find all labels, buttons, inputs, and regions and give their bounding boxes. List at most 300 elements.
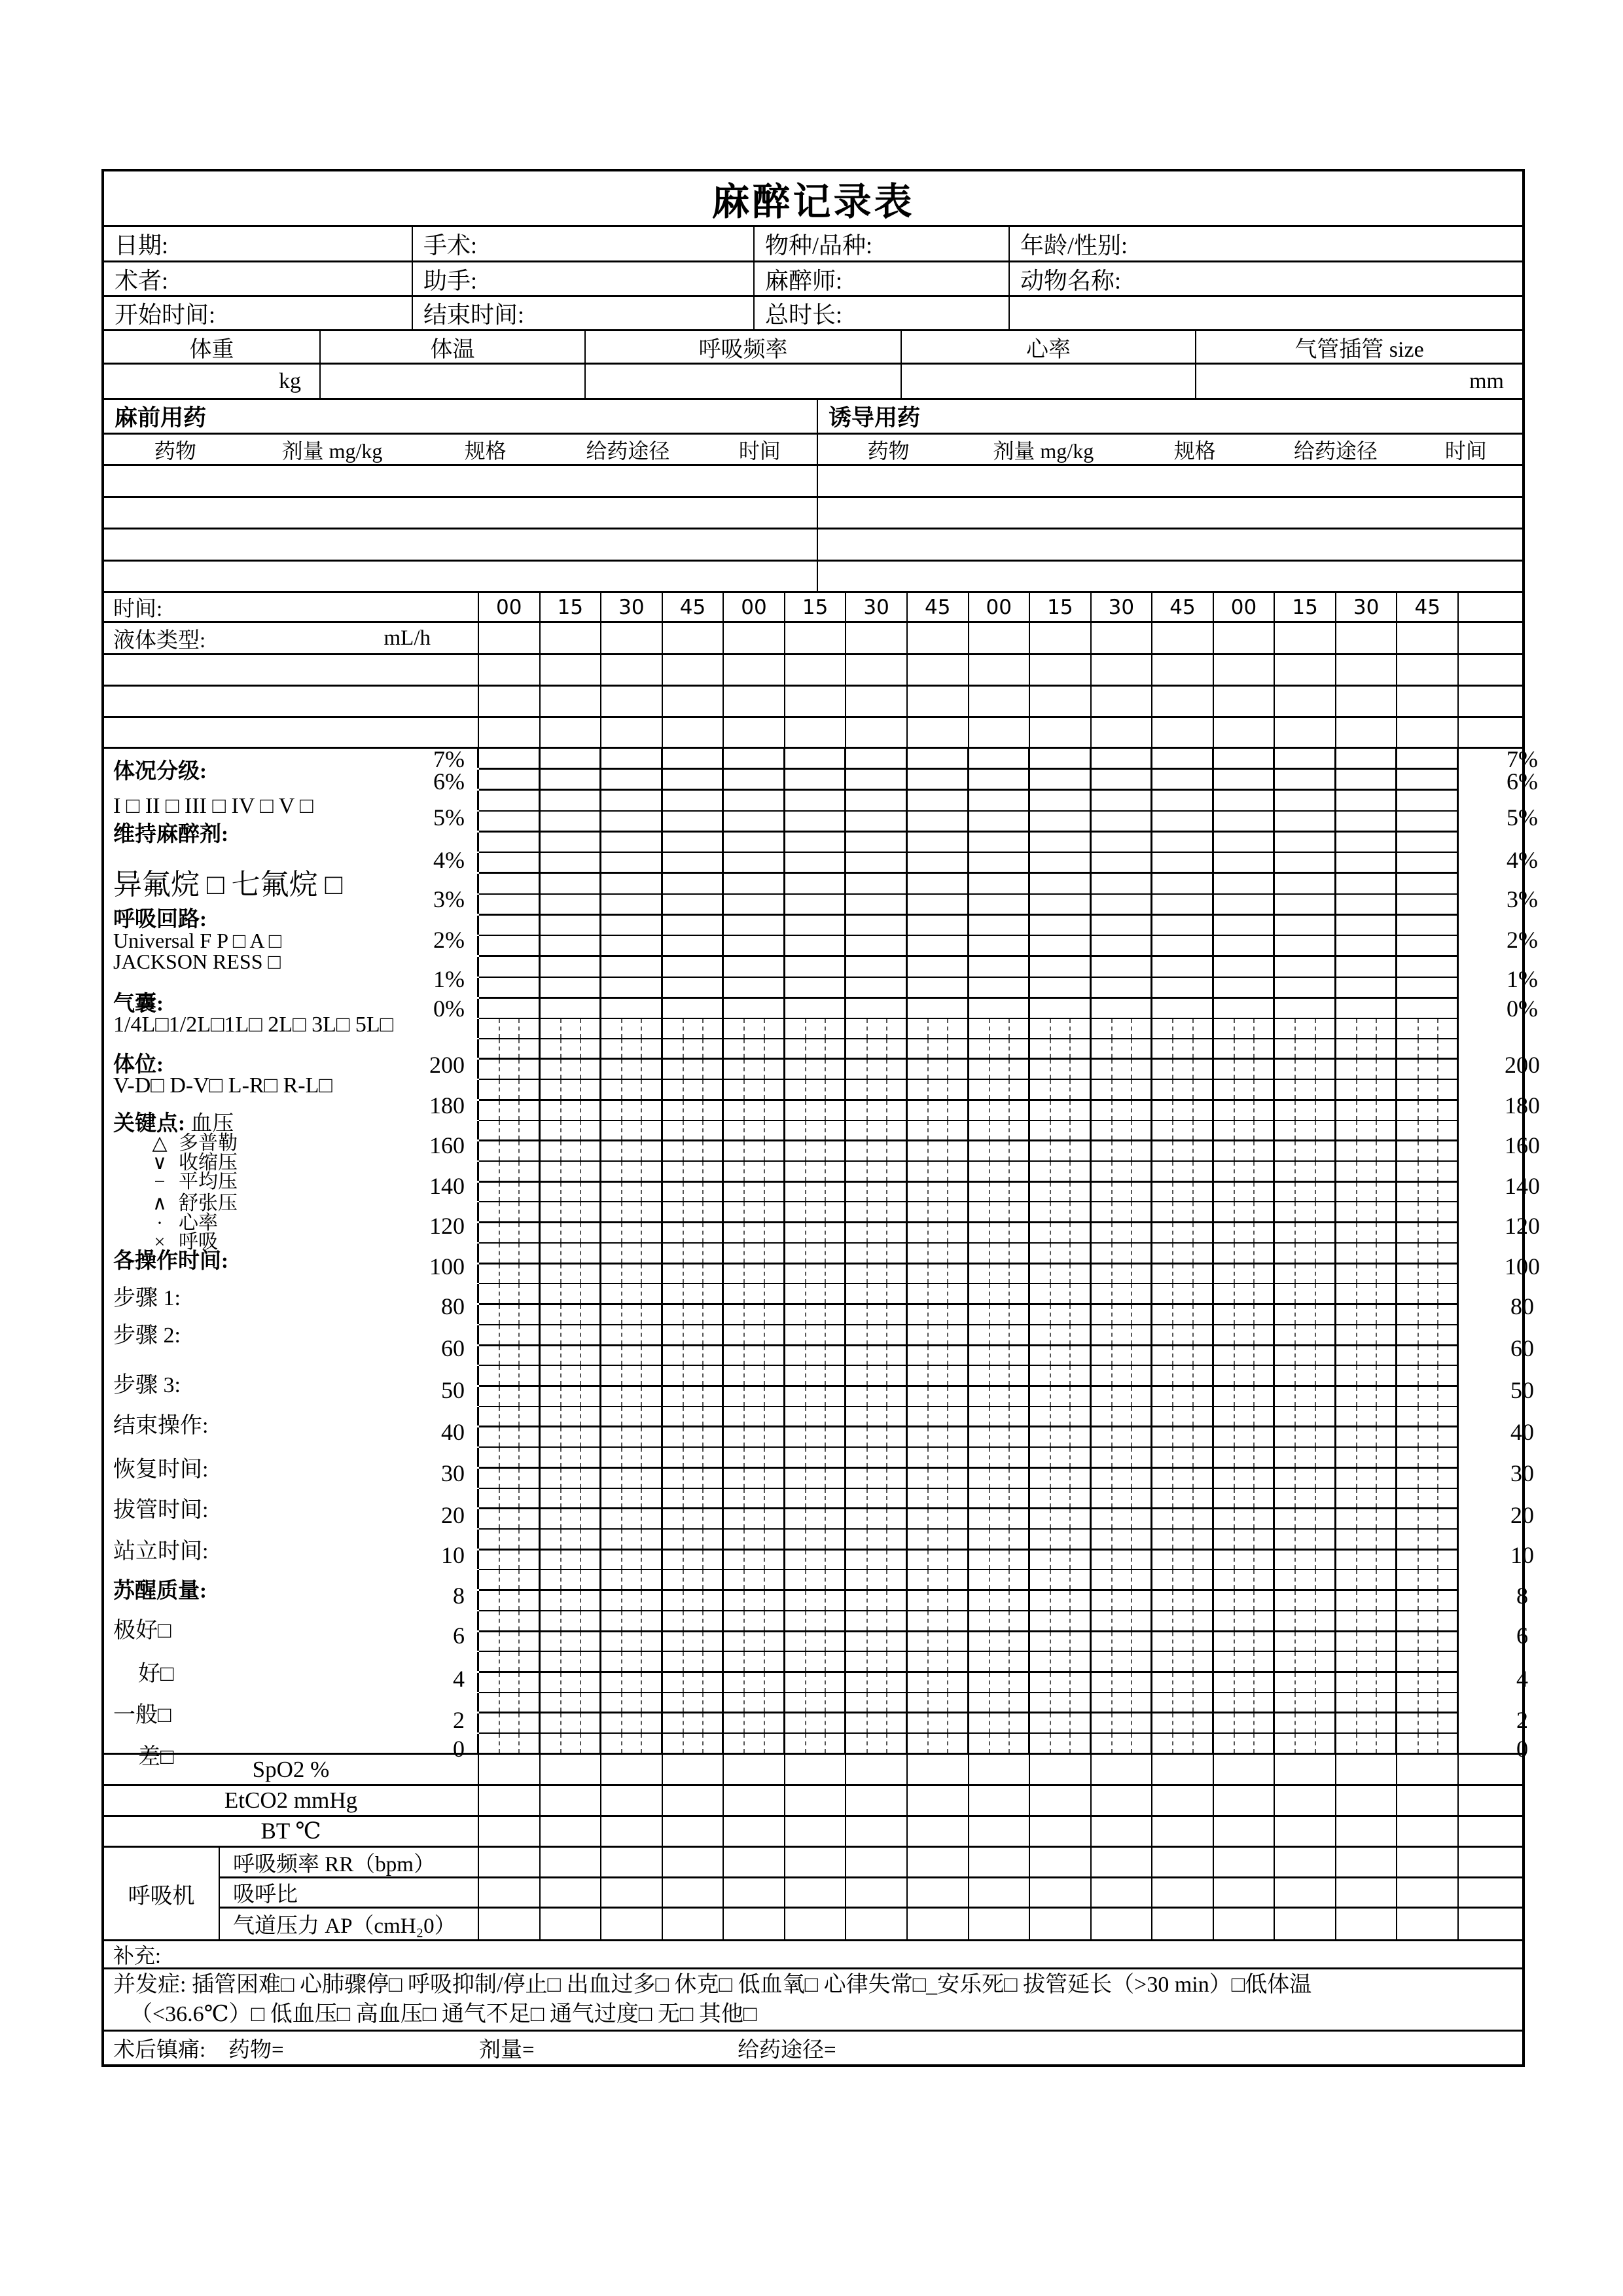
chart-cell[interactable] [601, 1265, 663, 1283]
chart-cell[interactable] [1397, 1570, 1459, 1589]
chart-cell[interactable] [1214, 1223, 1275, 1242]
chart-cell[interactable] [1214, 1673, 1275, 1692]
chart-cell[interactable] [1336, 1551, 1398, 1570]
ventilator-cell[interactable] [1336, 1848, 1398, 1876]
chart-cell[interactable] [477, 1305, 541, 1324]
monitor-cell[interactable] [1152, 1755, 1214, 1784]
fluid-cell[interactable] [846, 623, 908, 653]
ventilator-cell[interactable] [1275, 1848, 1336, 1876]
blank-cell[interactable] [663, 655, 724, 685]
chart-cell[interactable] [724, 1202, 785, 1221]
chart-cell[interactable] [1092, 1407, 1153, 1426]
chart-cell[interactable] [1092, 853, 1153, 872]
chart-cell[interactable] [477, 916, 541, 935]
chart-cell[interactable] [541, 1387, 602, 1406]
chart-cell[interactable] [1092, 1346, 1153, 1365]
chart-cell[interactable] [541, 1223, 602, 1242]
chart-cell[interactable] [1092, 1141, 1153, 1160]
chart-cell[interactable] [785, 791, 847, 810]
chart-cell[interactable] [1336, 1141, 1398, 1160]
chart-cell[interactable] [541, 1632, 602, 1651]
chart-cell[interactable] [724, 1305, 785, 1324]
chart-cell[interactable] [724, 1325, 785, 1344]
chart-cell[interactable] [663, 1551, 724, 1570]
chart-cell[interactable] [1152, 1489, 1214, 1508]
chart-cell[interactable] [908, 1469, 969, 1488]
chart-cell[interactable] [908, 1366, 969, 1385]
chart-cell[interactable] [724, 1469, 785, 1488]
chart-cell[interactable] [846, 1080, 908, 1099]
chart-cell[interactable] [846, 749, 908, 768]
blank-cell[interactable] [785, 718, 847, 747]
monitor-cell[interactable] [1459, 1817, 1522, 1846]
chart-cell[interactable] [969, 1183, 1031, 1202]
chart-cell[interactable] [1030, 1121, 1092, 1140]
fluid-cell[interactable] [479, 623, 541, 653]
chart-cell[interactable] [1336, 1039, 1398, 1058]
chart-cell[interactable] [846, 833, 908, 852]
chart-cell[interactable] [477, 1284, 541, 1303]
chart-cell[interactable] [1152, 1284, 1214, 1303]
chart-cell[interactable] [1336, 1244, 1398, 1263]
chart-cell[interactable] [724, 1223, 785, 1242]
complications-row[interactable] [104, 1969, 1522, 2032]
chart-cell[interactable] [1214, 853, 1275, 872]
blank-cell[interactable] [969, 718, 1031, 747]
chart-cell[interactable] [1152, 1469, 1214, 1488]
monitor-cell[interactable] [969, 1786, 1031, 1815]
chart-cell[interactable] [785, 1448, 847, 1467]
chart-cell[interactable] [1214, 1162, 1275, 1181]
chart-cell[interactable] [1092, 1652, 1153, 1671]
ventilator-cell[interactable] [1030, 1878, 1092, 1907]
chart-cell[interactable] [1030, 957, 1092, 976]
chart-cell[interactable] [908, 1305, 969, 1324]
chart-cell[interactable] [1030, 1448, 1092, 1467]
chart-cell[interactable] [1397, 1183, 1459, 1202]
chart-cell[interactable] [1336, 1407, 1398, 1426]
chart-cell[interactable] [541, 749, 602, 768]
blank-cell[interactable] [1092, 718, 1153, 747]
chart-cell[interactable] [663, 1469, 724, 1488]
chart-cell[interactable] [724, 749, 785, 768]
analgesia-dose-label[interactable]: 剂量= [479, 2038, 535, 2062]
chart-cell[interactable] [785, 1244, 847, 1263]
chart-cell[interactable] [724, 1121, 785, 1140]
chart-cell[interactable] [724, 770, 785, 789]
ventilator-cell[interactable] [663, 1848, 724, 1876]
chart-cell[interactable] [724, 1244, 785, 1263]
chart-cell[interactable] [785, 1652, 847, 1671]
chart-cell[interactable] [1030, 1305, 1092, 1324]
chart-cell[interactable] [1092, 1039, 1153, 1058]
chart-cell[interactable] [477, 1080, 541, 1099]
chart-cell[interactable] [969, 1652, 1031, 1671]
chart-cell[interactable] [785, 1387, 847, 1406]
chart-cell[interactable] [541, 1121, 602, 1140]
chart-cell[interactable] [1152, 999, 1214, 1018]
chart-cell[interactable] [1275, 770, 1336, 789]
chart-cell[interactable] [724, 999, 785, 1018]
chart-cell[interactable] [1397, 957, 1459, 976]
monitor-cell[interactable] [785, 1755, 847, 1784]
chart-cell[interactable] [663, 1366, 724, 1385]
chart-cell[interactable] [601, 1346, 663, 1365]
chart-cell[interactable] [541, 1284, 602, 1303]
chart-cell[interactable] [969, 770, 1031, 789]
chart-cell[interactable] [1336, 1427, 1398, 1446]
chart-cell[interactable] [1336, 1632, 1398, 1651]
chart-cell[interactable] [908, 1183, 969, 1202]
chart-cell[interactable] [477, 957, 541, 976]
chart-cell[interactable] [1336, 1713, 1398, 1732]
chart-cell[interactable] [1275, 895, 1336, 914]
chart-cell[interactable] [601, 1244, 663, 1263]
chart-cell[interactable] [1152, 1693, 1214, 1712]
chart-cell[interactable] [663, 1448, 724, 1467]
chart-cell[interactable] [1152, 1713, 1214, 1732]
chart-cell[interactable] [663, 1121, 724, 1140]
chart-cell[interactable] [969, 853, 1031, 872]
chart-cell[interactable] [1214, 812, 1275, 831]
chart-cell[interactable] [1336, 1469, 1398, 1488]
chart-cell[interactable] [541, 1407, 602, 1426]
chart-cell[interactable] [1275, 1448, 1336, 1467]
fluid-cell[interactable] [1152, 623, 1214, 653]
chart-cell[interactable] [663, 1141, 724, 1160]
chart-cell[interactable] [908, 1121, 969, 1140]
chart-cell[interactable] [1397, 853, 1459, 872]
chart-cell[interactable] [1214, 936, 1275, 955]
chart-cell[interactable] [1275, 1469, 1336, 1488]
chart-cell[interactable] [846, 957, 908, 976]
monitor-cell[interactable] [601, 1786, 663, 1815]
chart-cell[interactable] [477, 978, 541, 997]
chart-cell[interactable] [541, 1530, 602, 1549]
chart-cell[interactable] [1092, 1693, 1153, 1712]
chart-cell[interactable] [541, 1713, 602, 1732]
chart-cell[interactable] [541, 936, 602, 955]
chart-cell[interactable] [477, 1469, 541, 1488]
monitor-cell[interactable] [1275, 1755, 1336, 1784]
chart-cell[interactable] [663, 1284, 724, 1303]
chart-cell[interactable] [969, 1734, 1031, 1753]
chart-cell[interactable] [1214, 1611, 1275, 1630]
chart-cell[interactable] [1214, 1060, 1275, 1079]
chart-cell[interactable] [601, 1202, 663, 1221]
chart-cell[interactable] [724, 1489, 785, 1508]
chart-cell[interactable] [724, 1551, 785, 1570]
chart-cell[interactable] [663, 916, 724, 935]
chart-cell[interactable] [541, 1427, 602, 1446]
chart-cell[interactable] [601, 770, 663, 789]
chart-cell[interactable] [724, 791, 785, 810]
chart-cell[interactable] [1214, 1346, 1275, 1365]
chart-cell[interactable] [1152, 1551, 1214, 1570]
chart-cell[interactable] [969, 957, 1031, 976]
chart-cell[interactable] [785, 1366, 847, 1385]
blank-cell[interactable] [601, 655, 663, 685]
chart-cell[interactable] [785, 957, 847, 976]
chart-cell[interactable] [1092, 895, 1153, 914]
fluid-cell[interactable] [1397, 623, 1459, 653]
chart-cell[interactable] [969, 1693, 1031, 1712]
chart-cell[interactable] [969, 1101, 1031, 1120]
ventilator-cell[interactable] [479, 1878, 541, 1907]
chart-cell[interactable] [1336, 1325, 1398, 1344]
chart-cell[interactable] [1275, 833, 1336, 852]
chart-cell[interactable] [1275, 853, 1336, 872]
chart-cell[interactable] [1030, 1366, 1092, 1385]
chart-cell[interactable] [846, 978, 908, 997]
chart-cell[interactable] [1152, 812, 1214, 831]
chart-cell[interactable] [477, 1346, 541, 1365]
chart-cell[interactable] [1030, 1141, 1092, 1160]
chart-cell[interactable] [908, 1693, 969, 1712]
chart-cell[interactable] [1336, 1060, 1398, 1079]
chart-cell[interactable] [1092, 1427, 1153, 1446]
chart-cell[interactable] [1275, 1570, 1336, 1589]
chart-cell[interactable] [1275, 1530, 1336, 1549]
chart-cell[interactable] [969, 1611, 1031, 1630]
chart-cell[interactable] [1152, 1305, 1214, 1324]
chart-cell[interactable] [908, 874, 969, 893]
chart-cell[interactable] [1397, 916, 1459, 935]
chart-cell[interactable] [724, 1673, 785, 1692]
chart-cell[interactable] [477, 1693, 541, 1712]
chart-cell[interactable] [1275, 1366, 1336, 1385]
chart-cell[interactable] [969, 812, 1031, 831]
chart-cell[interactable] [663, 853, 724, 872]
chart-cell[interactable] [1152, 1530, 1214, 1549]
chart-cell[interactable] [601, 1734, 663, 1753]
chart-cell[interactable] [1397, 1448, 1459, 1467]
chart-cell[interactable] [969, 1039, 1031, 1058]
asa-grade-checkboxes[interactable]: I □ II □ III □ IV □ V □ [113, 794, 313, 818]
chart-cell[interactable] [1336, 1121, 1398, 1140]
chart-cell[interactable] [846, 1223, 908, 1242]
chart-cell[interactable] [601, 1448, 663, 1467]
blank-cell[interactable] [1030, 687, 1092, 716]
monitor-cell[interactable] [1030, 1786, 1092, 1815]
fluid-cell[interactable] [969, 623, 1031, 653]
chart-cell[interactable] [846, 895, 908, 914]
chart-cell[interactable] [724, 1652, 785, 1671]
chart-cell[interactable] [724, 1570, 785, 1589]
chart-cell[interactable] [663, 1162, 724, 1181]
chart-cell[interactable] [1030, 1284, 1092, 1303]
chart-cell[interactable] [601, 1632, 663, 1651]
chart-cell[interactable] [1152, 1652, 1214, 1671]
chart-cell[interactable] [969, 1284, 1031, 1303]
chart-cell[interactable] [1397, 1693, 1459, 1712]
chart-cell[interactable] [601, 1570, 663, 1589]
chart-cell[interactable] [908, 1713, 969, 1732]
chart-cell[interactable] [1030, 1509, 1092, 1528]
chart-cell[interactable] [1152, 978, 1214, 997]
chart-cell[interactable] [1336, 1489, 1398, 1508]
chart-cell[interactable] [1214, 1652, 1275, 1671]
chart-cell[interactable] [1275, 1284, 1336, 1303]
chart-cell[interactable] [541, 895, 602, 914]
monitor-cell[interactable] [846, 1786, 908, 1815]
chart-cell[interactable] [1214, 1632, 1275, 1651]
chart-cell[interactable] [846, 1039, 908, 1058]
chart-cell[interactable] [541, 770, 602, 789]
chart-cell[interactable] [969, 1469, 1031, 1488]
ventilator-cell[interactable] [663, 1909, 724, 1939]
chart-cell[interactable] [477, 1509, 541, 1528]
chart-cell[interactable] [1397, 1101, 1459, 1120]
chart-cell[interactable] [969, 1244, 1031, 1263]
chart-cell[interactable] [785, 1223, 847, 1242]
chart-cell[interactable] [1214, 791, 1275, 810]
chart-cell[interactable] [969, 1570, 1031, 1589]
chart-cell[interactable] [1030, 1652, 1092, 1671]
chart-cell[interactable] [601, 978, 663, 997]
chart-cell[interactable] [663, 874, 724, 893]
chart-cell[interactable] [1030, 1673, 1092, 1692]
monitor-cell[interactable] [1275, 1786, 1336, 1815]
chart-cell[interactable] [969, 1387, 1031, 1406]
chart-cell[interactable] [785, 1039, 847, 1058]
chart-cell[interactable] [1092, 1570, 1153, 1589]
chart-cell[interactable] [846, 1141, 908, 1160]
chart-cell[interactable] [1152, 1223, 1214, 1242]
chart-cell[interactable] [601, 1591, 663, 1610]
chart-cell[interactable] [1030, 1019, 1092, 1038]
chart-cell[interactable] [1397, 1407, 1459, 1426]
chart-cell[interactable] [785, 1202, 847, 1221]
chart-cell[interactable] [724, 1366, 785, 1385]
chart-cell[interactable] [477, 1162, 541, 1181]
chart-cell[interactable] [1152, 1673, 1214, 1692]
chart-cell[interactable] [846, 791, 908, 810]
chart-cell[interactable] [1275, 1652, 1336, 1671]
ventilator-cell[interactable] [1275, 1909, 1336, 1939]
chart-cell[interactable] [785, 895, 847, 914]
chart-cell[interactable] [785, 1019, 847, 1038]
ventilator-cell[interactable] [785, 1878, 847, 1907]
chart-cell[interactable] [541, 1652, 602, 1671]
ventilator-cell[interactable] [1030, 1848, 1092, 1876]
chart-cell[interactable] [663, 1244, 724, 1263]
chart-cell[interactable] [908, 812, 969, 831]
chart-cell[interactable] [969, 1162, 1031, 1181]
blank-cell[interactable] [1092, 687, 1153, 716]
chart-cell[interactable] [1152, 1366, 1214, 1385]
chart-cell[interactable] [601, 895, 663, 914]
chart-cell[interactable] [846, 1202, 908, 1221]
chart-cell[interactable] [1092, 812, 1153, 831]
chart-cell[interactable] [1214, 1305, 1275, 1324]
ventilator-cell[interactable] [1152, 1909, 1214, 1939]
chart-cell[interactable] [1397, 1530, 1459, 1549]
chart-cell[interactable] [1275, 936, 1336, 955]
chart-cell[interactable] [1152, 1101, 1214, 1120]
chart-cell[interactable] [1275, 1387, 1336, 1406]
chart-cell[interactable] [1336, 874, 1398, 893]
monitor-cell[interactable] [846, 1817, 908, 1846]
chart-cell[interactable] [1275, 999, 1336, 1018]
chart-cell[interactable] [785, 999, 847, 1018]
chart-cell[interactable] [1336, 936, 1398, 955]
chart-cell[interactable] [1214, 1693, 1275, 1712]
chart-cell[interactable] [785, 1325, 847, 1344]
chart-cell[interactable] [846, 1162, 908, 1181]
chart-cell[interactable] [846, 1284, 908, 1303]
complications-line-2[interactable]: （<36.6℃）□ 低血压□ 高血压□ 通气不足□ 通气过度□ 无□ 其他□ [130, 2002, 757, 2026]
chart-cell[interactable] [601, 1693, 663, 1712]
chart-cell[interactable] [1214, 1713, 1275, 1732]
chart-cell[interactable] [846, 1060, 908, 1079]
chart-cell[interactable] [1336, 1366, 1398, 1385]
chart-cell[interactable] [846, 1366, 908, 1385]
blank-cell[interactable] [541, 687, 602, 716]
chart-cell[interactable] [1275, 791, 1336, 810]
chart-cell[interactable] [541, 1101, 602, 1120]
chart-cell[interactable] [724, 833, 785, 852]
chart-cell[interactable] [1275, 1551, 1336, 1570]
chart-cell[interactable] [1030, 1346, 1092, 1365]
chart-cell[interactable] [785, 1673, 847, 1692]
chart-cell[interactable] [1030, 1080, 1092, 1099]
monitor-cell[interactable] [663, 1786, 724, 1815]
monitor-cell[interactable] [1030, 1817, 1092, 1846]
chart-cell[interactable] [663, 1734, 724, 1753]
chart-cell[interactable] [846, 916, 908, 935]
chart-cell[interactable] [663, 936, 724, 955]
chart-cell[interactable] [601, 749, 663, 768]
chart-cell[interactable] [1092, 874, 1153, 893]
chart-cell[interactable] [1092, 833, 1153, 852]
chart-cell[interactable] [969, 1141, 1031, 1160]
chart-cell[interactable] [663, 749, 724, 768]
chart-cell[interactable] [969, 936, 1031, 955]
chart-cell[interactable] [846, 1611, 908, 1630]
chart-cell[interactable] [477, 1611, 541, 1630]
chart-cell[interactable] [477, 853, 541, 872]
chart-cell[interactable] [477, 1632, 541, 1651]
chart-cell[interactable] [908, 1407, 969, 1426]
chart-cell[interactable] [908, 833, 969, 852]
chart-cell[interactable] [1214, 1284, 1275, 1303]
chart-cell[interactable] [1397, 895, 1459, 914]
chart-cell[interactable] [969, 1591, 1031, 1610]
chart-cell[interactable] [1092, 1080, 1153, 1099]
chart-cell[interactable] [1397, 1632, 1459, 1651]
chart-cell[interactable] [541, 1509, 602, 1528]
chart-cell[interactable] [601, 1509, 663, 1528]
chart-cell[interactable] [969, 1121, 1031, 1140]
chart-cell[interactable] [724, 1039, 785, 1058]
chart-cell[interactable] [1336, 1591, 1398, 1610]
blank-cell[interactable] [785, 655, 847, 685]
chart-cell[interactable] [908, 916, 969, 935]
chart-cell[interactable] [1152, 957, 1214, 976]
chart-cell[interactable] [477, 749, 541, 768]
chart-cell[interactable] [969, 1407, 1031, 1426]
chart-cell[interactable] [663, 1325, 724, 1344]
chart-cell[interactable] [1152, 1162, 1214, 1181]
chart-cell[interactable] [724, 1611, 785, 1630]
chart-cell[interactable] [477, 1407, 541, 1426]
chart-cell[interactable] [1397, 999, 1459, 1018]
chart-cell[interactable] [541, 999, 602, 1018]
chart-cell[interactable] [601, 1530, 663, 1549]
blank-cell[interactable] [1397, 718, 1459, 747]
chart-cell[interactable] [1275, 812, 1336, 831]
